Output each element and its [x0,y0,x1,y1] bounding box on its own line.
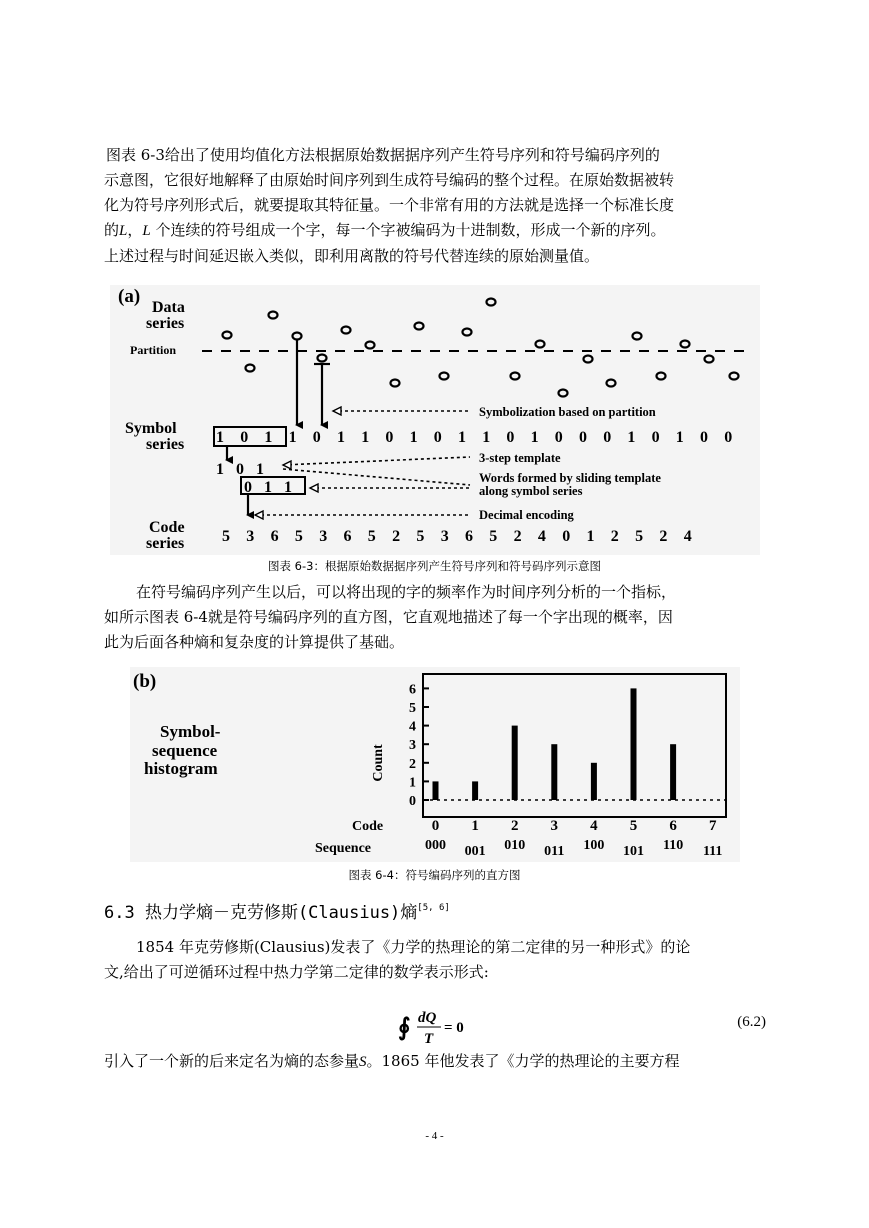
figure-b-caption: 图表 6-4：符号编码序列的直方图 [348,868,521,882]
bar-code-1 [472,781,478,800]
x-tick-label: 5 [629,818,638,834]
code-value: 5 [635,528,644,545]
y-tick-label: 2 [409,756,416,772]
bar-code-5 [631,688,637,800]
symbol-series-label-2: series [146,436,185,453]
histogram-title-1: Symbol- [160,722,221,741]
annotation-words-1: Words formed by sliding template [479,471,661,485]
annotation-template: 3-step template [479,451,561,465]
code-value: 5 [489,528,498,545]
symbol-0: 0 [312,429,321,446]
section-refs: [5, 6] [417,903,450,913]
x-tick-label: 4 [590,818,598,834]
code-value: 2 [610,528,619,545]
code-value: 2 [659,528,668,545]
code-value: 0 [562,528,571,545]
code-value: 6 [343,528,352,545]
sequence-label: 100 [583,838,605,853]
figure-b [130,667,740,862]
equation-denominator: T [424,1031,434,1047]
code-value: 1 [586,528,595,545]
code-value: 3 [440,528,449,545]
page-number: - 4 - [425,1130,444,1142]
symbol-0: 0 [700,429,708,446]
histogram-title-2: sequence [152,741,218,760]
sequence-label: 000 [425,838,446,853]
equation-number: (6.2) [737,1014,766,1030]
bar-code-2 [512,726,518,800]
y-tick-label: 0 [409,794,416,809]
code-value: 5 [294,528,303,545]
p1-line-5: 上述过程与时间延迟嵌入类似，即利用离散的符号代替连续的原始测量值。 [104,247,600,265]
data-series-label-2: series [146,315,185,332]
y-tick-label: 3 [409,738,416,754]
section-heading: 6.3 热力学熵－克劳修斯(Clausius)熵[5, 6] [104,903,450,923]
partition-label: Partition [130,343,176,357]
symbol-1: 1 [482,429,491,446]
sequence-label: 110 [662,838,684,853]
y-axis-label: Count [371,744,386,782]
symbol-0: 0 [603,429,612,446]
sequence-axis-label: Sequence [315,841,371,856]
y-tick-label: 1 [409,775,416,791]
symbol-1: 1 [409,429,418,446]
symbol-1: 1 [627,429,636,446]
code-axis-label: Code [352,819,384,834]
code-value: 4 [683,528,692,545]
annotation-symbolization: Symbolization based on partition [479,405,656,419]
symbol-1: 1 [337,429,345,446]
code-value: 3 [246,528,255,545]
bar-code-3 [551,744,557,800]
y-tick-label: 6 [409,682,416,698]
code-series-label-1: Code [149,519,185,536]
paragraph-1 [104,143,766,269]
code-value: 6 [465,528,473,545]
symbol-0: 0 [433,429,442,446]
symbol-0: 0 [724,429,733,446]
symbol-1: 1 [361,429,370,446]
equation-numerator: dQ [418,1010,437,1026]
data-series-label-1: Data [152,299,185,316]
code-value: 5 [222,528,230,545]
figure-b-panel-label: (b) [133,671,157,692]
code-series-label-2: series [146,535,185,552]
paragraph-2 [104,580,766,655]
p2-line-3: 此为后面各种熵和复杂度的计算提供了基础。 [104,633,405,651]
template-word-1: 1 0 1 [216,461,268,478]
sequence-label: 010 [504,838,526,853]
symbol-0: 0 [506,429,515,446]
p2-line-1: 在符号编码序列产生以后，可以将出现的字的频率作为时间序列分析的一个指标， [136,583,677,601]
template-word-2: 0 1 1 [244,479,296,496]
equation-rhs: = 0 [444,1020,464,1036]
code-value: 6 [270,528,279,545]
x-tick-label: 3 [550,818,559,834]
contour-integral-icon: ∮ [398,1012,411,1041]
x-tick-label: 2 [510,818,519,834]
annotation-words-2: along symbol series [479,484,583,498]
symbol-1: 1 [675,429,684,446]
paragraph-4 [104,1049,766,1075]
bar-code-4 [591,763,597,800]
y-tick-label: 5 [409,701,416,716]
p1-line-1: 图表 6-3给出了使用均值化方法根据原始数据据序列产生符号序列和符号编码序列的 [106,146,660,164]
p3-line-1: 1854 年克劳修斯(Clausius)发表了《力学的热理论的第二定律的另一种形式》的论 [136,938,691,956]
symbol-1: 1 [530,429,539,446]
annotation-decimal: Decimal encoding [479,508,574,522]
histogram-title-3: histogram [144,759,218,778]
symbol-1: 1 [216,429,224,446]
x-tick-label: 6 [669,818,677,834]
symbol-1: 1 [264,429,273,446]
p3-line-2: 文,给出了可逆循环过程中热力学第二定律的数学表示形式: [104,963,489,981]
code-value: 5 [416,528,425,545]
p4-line-1: 引入了一个新的后来定名为熵的态参量S。1865 年他发表了《力学的热理论的主要方程 [104,1052,680,1070]
bar-code-0 [433,781,439,800]
p2-line-2: 如所示图表 6-4就是符号编码序列的直方图，它直观地描述了每一个字出现的概率，因 [104,608,673,626]
symbol-1: 1 [288,429,297,446]
code-value: 4 [537,528,546,545]
sequence-label: 111 [702,844,723,859]
code-value: 3 [319,528,328,545]
figure-a-panel-label: (a) [118,286,141,307]
symbol-0: 0 [579,429,587,446]
sequence-label: 101 [623,844,644,859]
x-tick-label: 0 [431,818,440,834]
symbol-0: 0 [385,429,394,446]
p1-line-3: 化为符号序列形式后，就要提取其特征量。一个非常有用的方法就是选择一个标准长度 [104,196,675,214]
p1-line-2: 示意图，它很好地解释了由原始时间序列到生成符号编码的整个过程。在原始数据被转 [104,171,675,189]
symbol-0: 0 [651,429,660,446]
figure-a-caption: 图表 6-3：根据原始数据据序列产生符号序列和符号码序列示意图 [268,559,601,573]
symbol-1: 1 [458,429,466,446]
equation-6-2 [396,1005,766,1047]
code-value: 2 [392,528,401,545]
p1-line-4: 的L，L 个连续的符号组成一个字，每一个字被编码为十进制数，形成一个新的序列。 [104,221,666,239]
sequence-label: 011 [544,844,565,859]
y-tick-label: 4 [409,719,416,735]
symbol-0: 0 [554,429,563,446]
sequence-label: 001 [464,844,486,859]
x-tick-label: 1 [471,818,479,834]
paragraph-3 [104,935,766,985]
bar-code-6 [670,744,676,800]
symbol-0: 0 [240,429,249,446]
symbol-series-label-1: Symbol [125,420,177,437]
figure-a [110,285,760,555]
code-value: 2 [513,528,522,545]
x-tick-label: 7 [708,818,717,834]
code-value: 5 [367,528,376,545]
